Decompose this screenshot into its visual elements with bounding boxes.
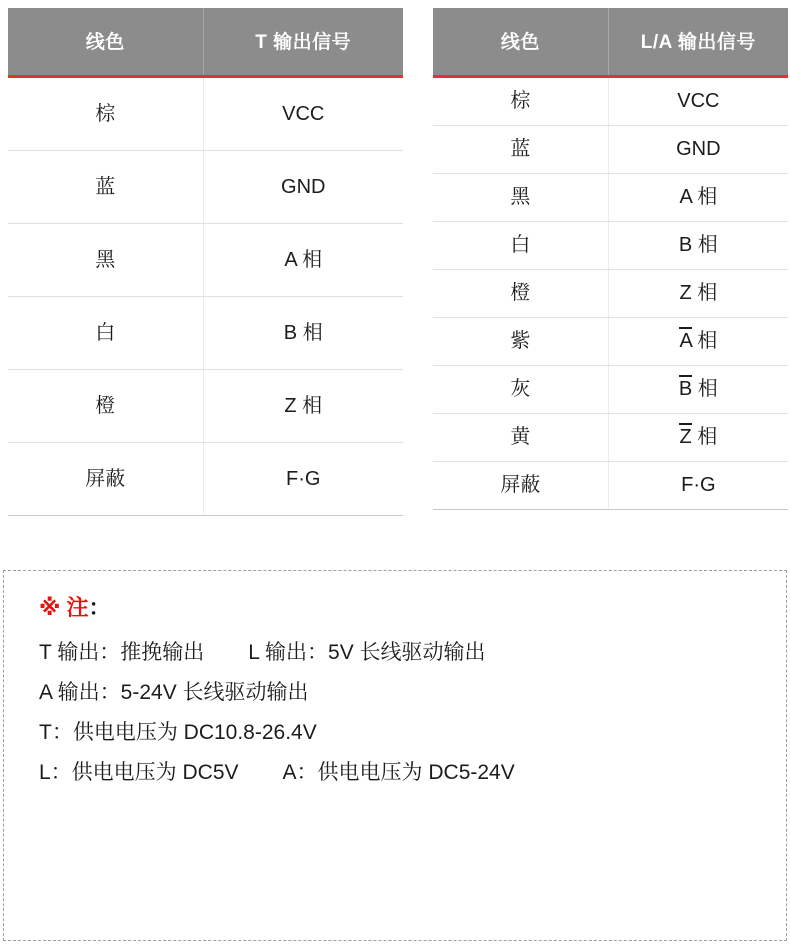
table-row	[433, 366, 788, 414]
signal-cell: Z 相	[609, 414, 788, 461]
note-box	[3, 570, 787, 941]
la-output-table	[433, 8, 788, 516]
note-line	[39, 673, 766, 713]
table-row	[433, 318, 788, 366]
note-line	[39, 633, 766, 673]
note-colon: ：	[88, 595, 111, 620]
note-segment: A 输出：5-24V 长线驱动输出	[39, 681, 309, 704]
t-output-table-body	[8, 78, 403, 516]
signal-cell: VCC	[677, 90, 720, 112]
table-row	[433, 222, 788, 270]
overline-signal-letter: A	[679, 327, 691, 352]
signal-cell: VCC	[282, 103, 325, 125]
column-header-t-output-signal: T 输出信号	[255, 32, 352, 53]
signal-cell: Z 相	[284, 395, 323, 417]
note-lines	[39, 633, 766, 793]
table-row	[433, 78, 788, 126]
wire-color-cell: 屏蔽	[8, 443, 204, 515]
column-header-la-output-signal: L/A 输出信号	[640, 32, 756, 53]
table-row	[8, 297, 403, 370]
note-segment: L 输出：5V 长线驱动输出	[248, 641, 486, 664]
wire-color-cell: 黄	[433, 414, 609, 461]
note-segment: T 输出：推挽输出	[39, 641, 205, 664]
wire-color-cell: 白	[433, 222, 609, 269]
table-row	[8, 370, 403, 443]
signal-cell: F·G	[286, 468, 321, 490]
signal-cell: B 相	[283, 322, 323, 344]
wire-color-cell: 橙	[8, 370, 204, 442]
note-segment: A：供电电压为 DC5-24V	[282, 761, 515, 784]
signal-cell: A 相	[609, 318, 788, 365]
table-row	[433, 126, 788, 174]
wire-color-cell: 棕	[8, 78, 204, 150]
wire-color-cell: 橙	[433, 270, 609, 317]
table-row	[8, 151, 403, 224]
wiring-tables	[8, 8, 788, 516]
wire-color-cell: 黑	[433, 174, 609, 221]
signal-cell: A 相	[284, 249, 323, 271]
overline-signal-letter: Z	[679, 423, 691, 448]
column-header-wire-color: 线色	[433, 8, 609, 75]
signal-cell: B 相	[609, 366, 788, 413]
table-row	[8, 224, 403, 297]
la-output-table-body	[433, 78, 788, 510]
signal-cell: Z 相	[679, 282, 718, 304]
column-header-wire-color: 线色	[8, 8, 204, 75]
wire-color-cell: 棕	[433, 78, 609, 125]
t-output-table-header	[8, 8, 403, 78]
note-title	[39, 593, 766, 623]
wire-color-cell: 黑	[8, 224, 204, 296]
table-row	[8, 78, 403, 151]
wire-color-cell: 白	[8, 297, 204, 369]
note-line	[39, 713, 766, 753]
wire-color-cell: 蓝	[433, 126, 609, 173]
signal-cell: B 相	[678, 234, 718, 256]
t-output-table	[8, 8, 403, 516]
table-row	[433, 174, 788, 222]
note-segment: T：供电电压为 DC10.8-26.4V	[39, 721, 317, 744]
note-segment: L：供电电压为 DC5V	[39, 761, 239, 784]
signal-cell: F·G	[681, 474, 716, 496]
signal-cell: GND	[281, 176, 326, 198]
signal-cell: A 相	[679, 186, 718, 208]
table-row	[433, 270, 788, 318]
overline-signal-letter: B	[679, 375, 692, 400]
table-row	[8, 443, 403, 516]
table-row	[433, 462, 788, 510]
wire-color-cell: 灰	[433, 366, 609, 413]
la-output-table-header	[433, 8, 788, 78]
note-marker: ※ 注	[39, 595, 89, 620]
wire-color-cell: 紫	[433, 318, 609, 365]
note-line	[39, 753, 766, 793]
signal-cell: GND	[676, 138, 721, 160]
wire-color-cell: 蓝	[8, 151, 204, 223]
table-row	[433, 414, 788, 462]
wire-color-cell: 屏蔽	[433, 462, 609, 509]
